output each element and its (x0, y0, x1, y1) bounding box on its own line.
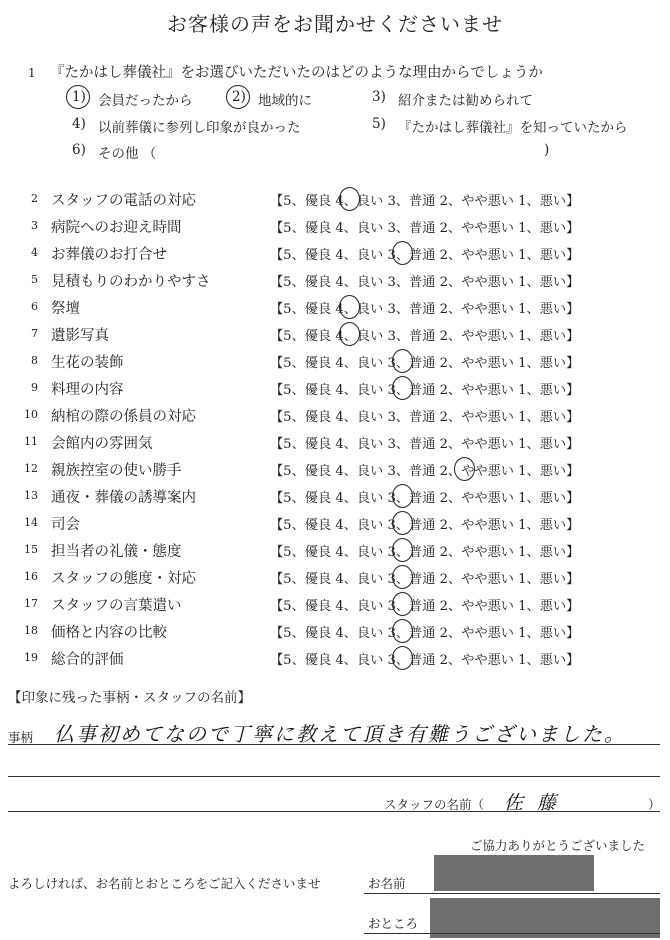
rating-scale: 【5、優良 4、良い 3、普通 2、やや悪い 1、悪い】 (270, 194, 580, 209)
rating-selected-circle (339, 187, 360, 211)
rating-label: 総合的評価 (51, 652, 124, 668)
rating-selected-circle (392, 511, 413, 535)
rating-scale: 【5、優良 4、良い 3、普通 2、やや悪い 1、悪い】 (270, 572, 580, 587)
thanks-text: ご協力ありがとうございました (470, 838, 646, 853)
address-redaction (430, 898, 660, 938)
rating-label: 納棺の際の係員の対応 (51, 409, 196, 425)
q1-option-label: 会員だったから (98, 93, 193, 109)
q1-option-number: 4) (72, 116, 86, 132)
q1-option-number: 5) (372, 116, 386, 132)
q1-option-label: その他 （ (98, 146, 157, 162)
q1-option-number: 2) (232, 89, 246, 105)
q1-option-label: 地域的に (258, 93, 312, 109)
rating-label: 病院へのお迎え時間 (51, 220, 182, 236)
rating-scale: 【5、優良 4、良い 3、普通 2、やや悪い 1、悪い】 (270, 545, 580, 560)
rating-label: 料理の内容 (51, 382, 124, 398)
rating-number: 4 (31, 246, 38, 259)
comment-line-1 (8, 744, 660, 745)
rating-scale: 【5、優良 4、良い 3、普通 2、やや悪い 1、悪い】 (270, 329, 580, 344)
rating-number: 13 (24, 489, 38, 502)
rating-label: スタッフの態度・対応 (51, 571, 196, 587)
rating-number: 8 (31, 354, 38, 367)
name-label: お名前 (368, 876, 406, 891)
rating-selected-circle (392, 592, 413, 616)
rating-scale: 【5、優良 4、良い 3、普通 2、やや悪い 1、悪い】 (270, 248, 580, 263)
address-label: おところ (368, 916, 419, 931)
rating-selected-circle (392, 376, 413, 400)
rating-selected-circle (392, 241, 413, 265)
rating-selected-circle (454, 457, 475, 481)
rating-label: 生花の装飾 (51, 355, 124, 371)
rating-label: 親族控室の使い勝手 (51, 463, 182, 479)
name-redaction (434, 855, 594, 891)
rating-scale: 【5、優良 4、良い 3、普通 2、やや悪い 1、悪い】 (270, 221, 580, 236)
address-line (364, 933, 660, 934)
rating-label: 担当者の礼儀・態度 (51, 544, 182, 560)
q1-option-number: 6) (72, 142, 86, 158)
rating-number: 16 (24, 570, 38, 583)
q1-option-label: 以前葬儀に参列し印象が良かった (98, 120, 301, 136)
rating-selected-circle (392, 538, 413, 562)
rating-label: 司会 (51, 517, 80, 533)
rating-selected-circle (339, 295, 360, 319)
rating-number: 3 (31, 219, 38, 232)
rating-label: 遺影写真 (51, 328, 109, 344)
rating-number: 14 (24, 516, 38, 529)
request-text: よろしければ、お名前とおところをご記入くださいませ (8, 876, 321, 891)
rating-selected-circle (339, 322, 360, 346)
rating-number: 2 (31, 192, 38, 205)
rating-scale: 【5、優良 4、良い 3、普通 2、やや悪い 1、悪い】 (270, 437, 580, 452)
impression-heading: 【印象に残った事柄・スタッフの名前】 (8, 690, 251, 706)
name-line (364, 893, 660, 894)
page-title: お客様の声をお聞かせくださいませ (167, 12, 503, 36)
staff-name-label: スタッフの名前（ (384, 797, 485, 812)
rating-scale: 【5、優良 4、良い 3、普通 2、やや悪い 1、悪い】 (270, 464, 580, 479)
rating-scale: 【5、優良 4、良い 3、普通 2、やや悪い 1、悪い】 (270, 626, 580, 641)
handwritten-comment: 仏事初めてなので丁寧に教えて頂き有難うございました。 (54, 722, 626, 746)
rating-selected-circle (392, 619, 413, 643)
rating-scale: 【5、優良 4、良い 3、普通 2、やや悪い 1、悪い】 (270, 383, 580, 398)
rating-number: 5 (31, 273, 38, 286)
q1-other-close: ) (544, 142, 550, 158)
rating-scale: 【5、優良 4、良い 3、普通 2、やや悪い 1、悪い】 (270, 518, 580, 533)
question-1-text: 『たかはし葬儀社』をお選びいただいたのはどのような理由からでしょうか (50, 65, 543, 81)
comment-line-2 (8, 776, 660, 777)
rating-label: 見積もりのわかりやすさ (51, 274, 211, 290)
rating-number: 19 (24, 651, 38, 664)
q1-option-number: 3) (372, 89, 386, 105)
rating-selected-circle (392, 646, 413, 670)
rating-label: スタッフの言葉遣い (51, 598, 182, 614)
q1-option-label: 紹介または勧められて (398, 93, 533, 109)
rating-selected-circle (392, 565, 413, 589)
rating-number: 11 (24, 435, 38, 448)
rating-scale: 【5、優良 4、良い 3、普通 2、やや悪い 1、悪い】 (270, 599, 580, 614)
rating-number: 15 (24, 543, 38, 556)
rating-scale: 【5、優良 4、良い 3、普通 2、やや悪い 1、悪い】 (270, 653, 580, 668)
rating-scale: 【5、優良 4、良い 3、普通 2、やや悪い 1、悪い】 (270, 491, 580, 506)
q1-option-circle-mark (66, 85, 90, 109)
rating-label: お葬儀のお打合せ (51, 247, 167, 263)
rating-number: 18 (24, 624, 38, 637)
rating-label: 会館内の雰囲気 (51, 436, 153, 452)
rating-label: 価格と内容の比較 (51, 625, 167, 641)
rating-scale: 【5、優良 4、良い 3、普通 2、やや悪い 1、悪い】 (270, 275, 580, 290)
rating-scale: 【5、優良 4、良い 3、普通 2、やや悪い 1、悪い】 (270, 410, 580, 425)
rating-number: 7 (31, 327, 38, 340)
rating-selected-circle (392, 349, 413, 373)
rating-scale: 【5、優良 4、良い 3、普通 2、やや悪い 1、悪い】 (270, 356, 580, 371)
staff-name-handwritten: 佐藤 (504, 792, 571, 814)
q1-option-number: 1) (72, 89, 86, 105)
rating-label: 通夜・葬儀の誘導案内 (51, 490, 196, 506)
rating-label: 祭壇 (51, 301, 80, 317)
question-1-number: 1 (28, 66, 36, 80)
rating-number: 9 (31, 381, 38, 394)
rating-scale: 【5、優良 4、良い 3、普通 2、やや悪い 1、悪い】 (270, 302, 580, 317)
staff-name-close: ） (648, 797, 661, 812)
rating-number: 12 (24, 462, 38, 475)
jigara-label: 事柄 (8, 730, 34, 745)
rating-number: 10 (24, 408, 38, 421)
q1-option-label: 『たかはし葬儀社』を知っていたから (398, 120, 628, 136)
rating-label: スタッフの電話の対応 (51, 193, 196, 209)
rating-number: 6 (31, 300, 38, 313)
rating-number: 17 (24, 597, 38, 610)
rating-selected-circle (392, 484, 413, 508)
q1-option-circle-mark (226, 85, 250, 109)
